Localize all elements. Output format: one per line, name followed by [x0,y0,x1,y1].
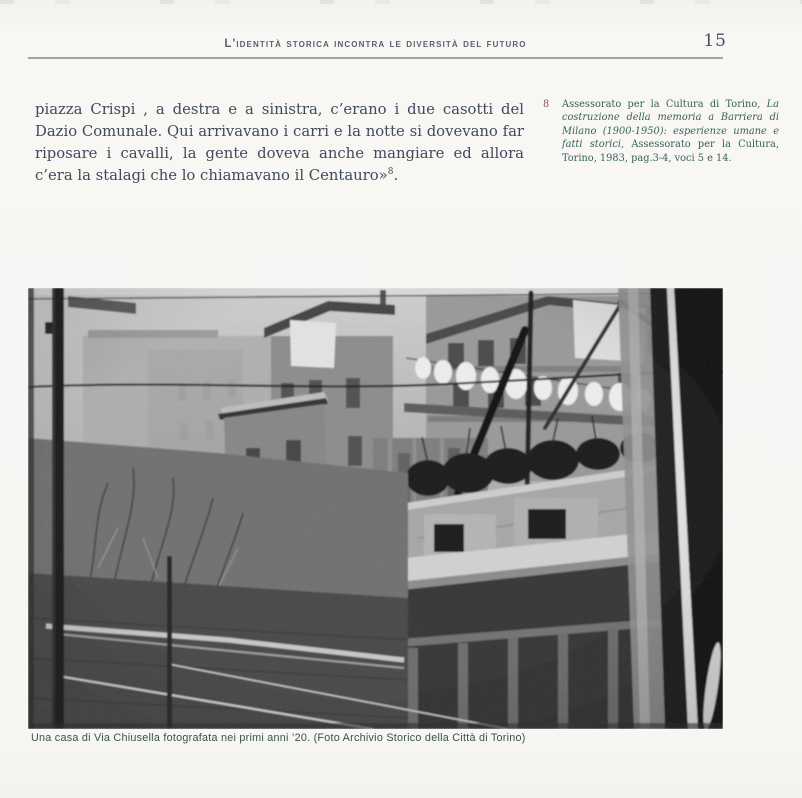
footnote-italic-title: La costruzione della memoria a Barriera di Milano (1900-1950): esperienze umane e fatti storici, [562,99,779,151]
header-rule [28,57,723,59]
footnote-reference-marker: 8 [387,167,394,178]
footnote-roman-2: Assessorato per la Cultura, Torino, 1983, pag.3-4, voci 5 e 14. [562,139,779,164]
photo-film-grain [28,288,723,729]
photo [28,288,723,729]
footnote-roman-1: Assessorato per la Cultura di Torino, [562,99,767,110]
footnote-block [543,98,779,165]
page-number: 15 [703,31,727,51]
scan-artifact [0,0,802,4]
photo-figure [28,288,723,744]
body-paragraph-period: . [393,167,399,184]
footnote-text [562,98,779,165]
running-header-title: L'identità storica incontra le diversità del futuro [224,38,527,50]
footnote-number: 8 [543,99,550,110]
body-paragraph-text: piazza Crispi , a destra e a sinistra, c’erano i due casotti del Dazio Comunale. Qui arrivavano i carri e la notte si dovevano far riposare i cavalli, la gente doveva anche mangiare ed allora c’era la stalagi che lo chiamavano il Centauro» [35,101,524,184]
body-paragraph [35,99,524,187]
photo-caption: Una casa di Via Chiusella fotografata nei primi anni ’20. (Foto Archivio Storico della Città di Torino) [31,732,526,744]
